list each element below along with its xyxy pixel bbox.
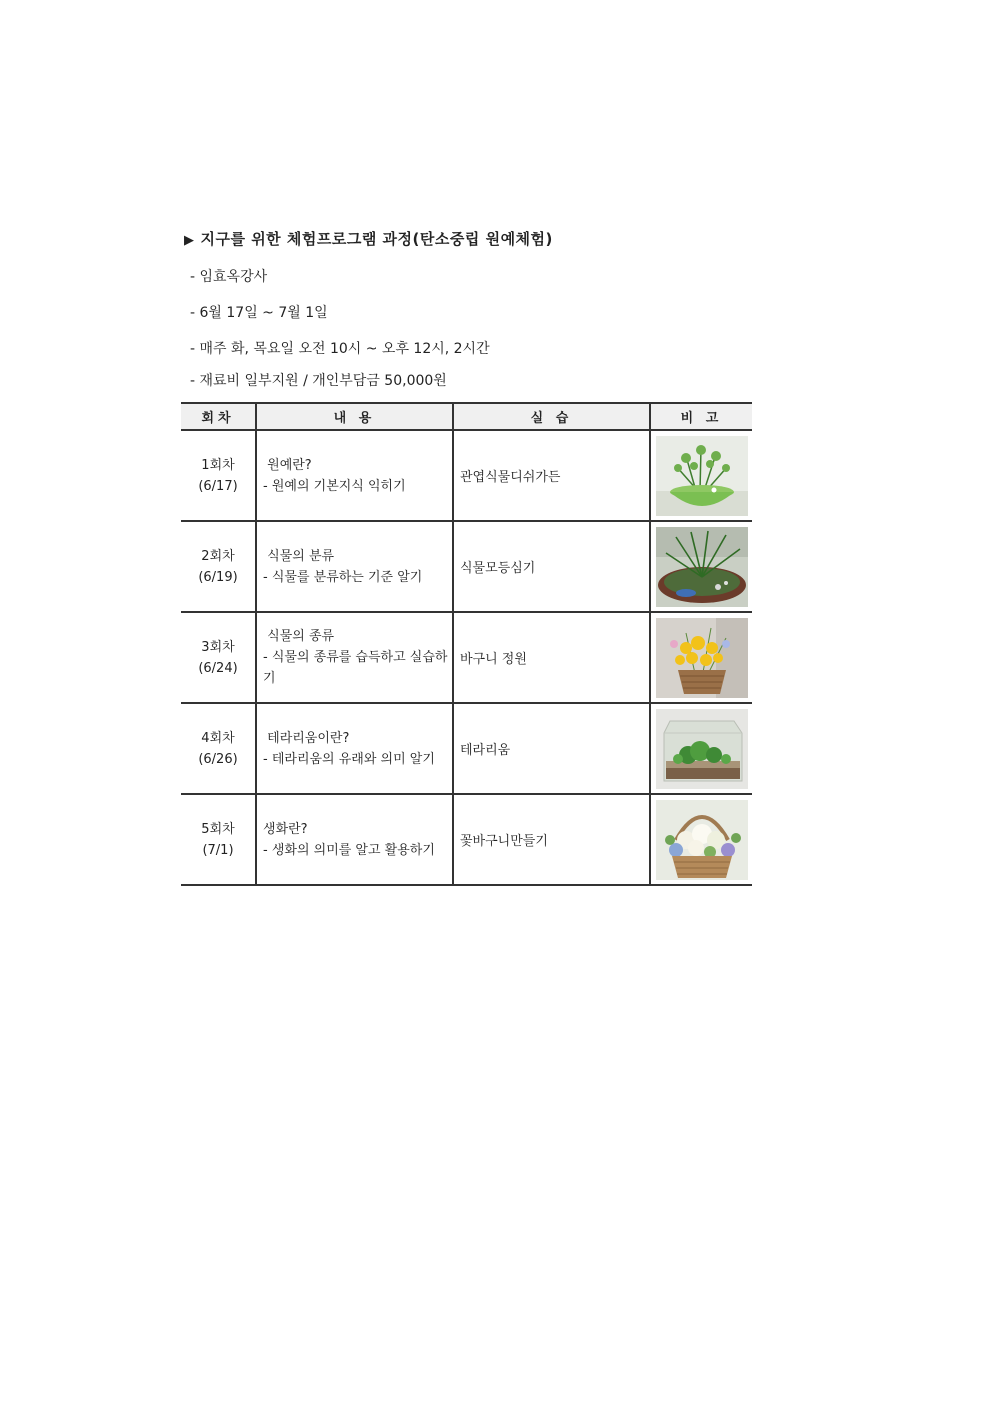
- session-date: (6/19): [198, 569, 238, 585]
- session-date: (6/17): [198, 478, 238, 494]
- content-topic: 식물의 분류: [263, 548, 335, 564]
- remarks-cell: [650, 430, 752, 521]
- period-line: - 6월 17일 ~ 7월 1일: [190, 305, 328, 321]
- remarks-cell: [650, 703, 752, 794]
- session-date: (7/1): [202, 842, 234, 858]
- triangle-bullet-icon: ▶: [184, 233, 195, 248]
- content-detail: - 식물의 종류를 습득하고 실습하기: [263, 650, 448, 686]
- table-row: [181, 794, 752, 885]
- remarks-cell: [650, 612, 752, 703]
- content-topic: 테라리움이란?: [263, 730, 350, 746]
- content-detail: - 식물를 분류하는 기준 알기: [263, 569, 423, 585]
- session-label: 2회차: [201, 548, 235, 564]
- session-label: 3회차: [201, 639, 235, 655]
- session-date: (6/24): [198, 660, 238, 676]
- session-label: 1회차: [201, 457, 235, 473]
- schedule-table: [181, 402, 752, 886]
- content-detail: - 테라리움의 유래와 의미 알기: [263, 751, 435, 767]
- dish-garden-photo: [656, 436, 748, 516]
- content-detail: - 생화의 의미를 알고 활용하기: [263, 842, 435, 858]
- session-cell: [181, 703, 256, 794]
- content-cell: [256, 521, 453, 612]
- header-remarks: 비 고: [650, 403, 752, 430]
- schedule-line: - 매주 화, 목요일 오전 10시 ~ 오후 12시, 2시간: [190, 341, 490, 357]
- program-title: [184, 228, 553, 249]
- remarks-cell: [650, 794, 752, 885]
- content-topic: 생화란?: [263, 821, 308, 837]
- session-cell: [181, 794, 256, 885]
- program-title-text: 지구를 위한 체험프로그램 과정(탄소중립 원예체험): [200, 230, 553, 248]
- session-date: (6/26): [198, 751, 238, 767]
- content-cell: [256, 430, 453, 521]
- plant-arrangement-photo: [656, 527, 748, 607]
- content-topic: 식물의 종류: [263, 629, 335, 644]
- table-row: [181, 703, 752, 794]
- content-topic: 원예란?: [263, 457, 312, 473]
- practice-cell: 식물모등심기: [453, 521, 650, 612]
- table-row: [181, 521, 752, 612]
- header-content: 내 용: [256, 403, 453, 430]
- terrarium-photo: [656, 709, 748, 789]
- session-label: 4회차: [201, 730, 235, 746]
- content-cell: [256, 703, 453, 794]
- practice-cell: 꽃바구니만들기: [453, 794, 650, 885]
- table-row: [181, 430, 752, 521]
- practice-cell: 테라리움: [453, 703, 650, 794]
- fee-line: - 재료비 일부지원 / 개인부담금 50,000원: [190, 373, 447, 389]
- session-label: 5회차: [201, 821, 235, 837]
- content-cell: [256, 612, 453, 703]
- session-cell: [181, 521, 256, 612]
- basket-garden-photo: [656, 618, 748, 698]
- table-row: [181, 612, 752, 703]
- practice-cell: 관엽식물디쉬가든: [453, 430, 650, 521]
- content-cell: [256, 794, 453, 885]
- header-session: 회차: [181, 403, 256, 430]
- instructor-line: - 임효옥강사: [190, 269, 268, 285]
- practice-cell: 바구니 정원: [453, 612, 650, 703]
- session-cell: [181, 430, 256, 521]
- table-header-row: [181, 403, 752, 430]
- remarks-cell: [650, 521, 752, 612]
- content-detail: - 원예의 기본지식 익히기: [263, 478, 406, 494]
- flower-basket-photo: [656, 800, 748, 880]
- session-cell: [181, 612, 256, 703]
- header-practice: 실 습: [453, 403, 650, 430]
